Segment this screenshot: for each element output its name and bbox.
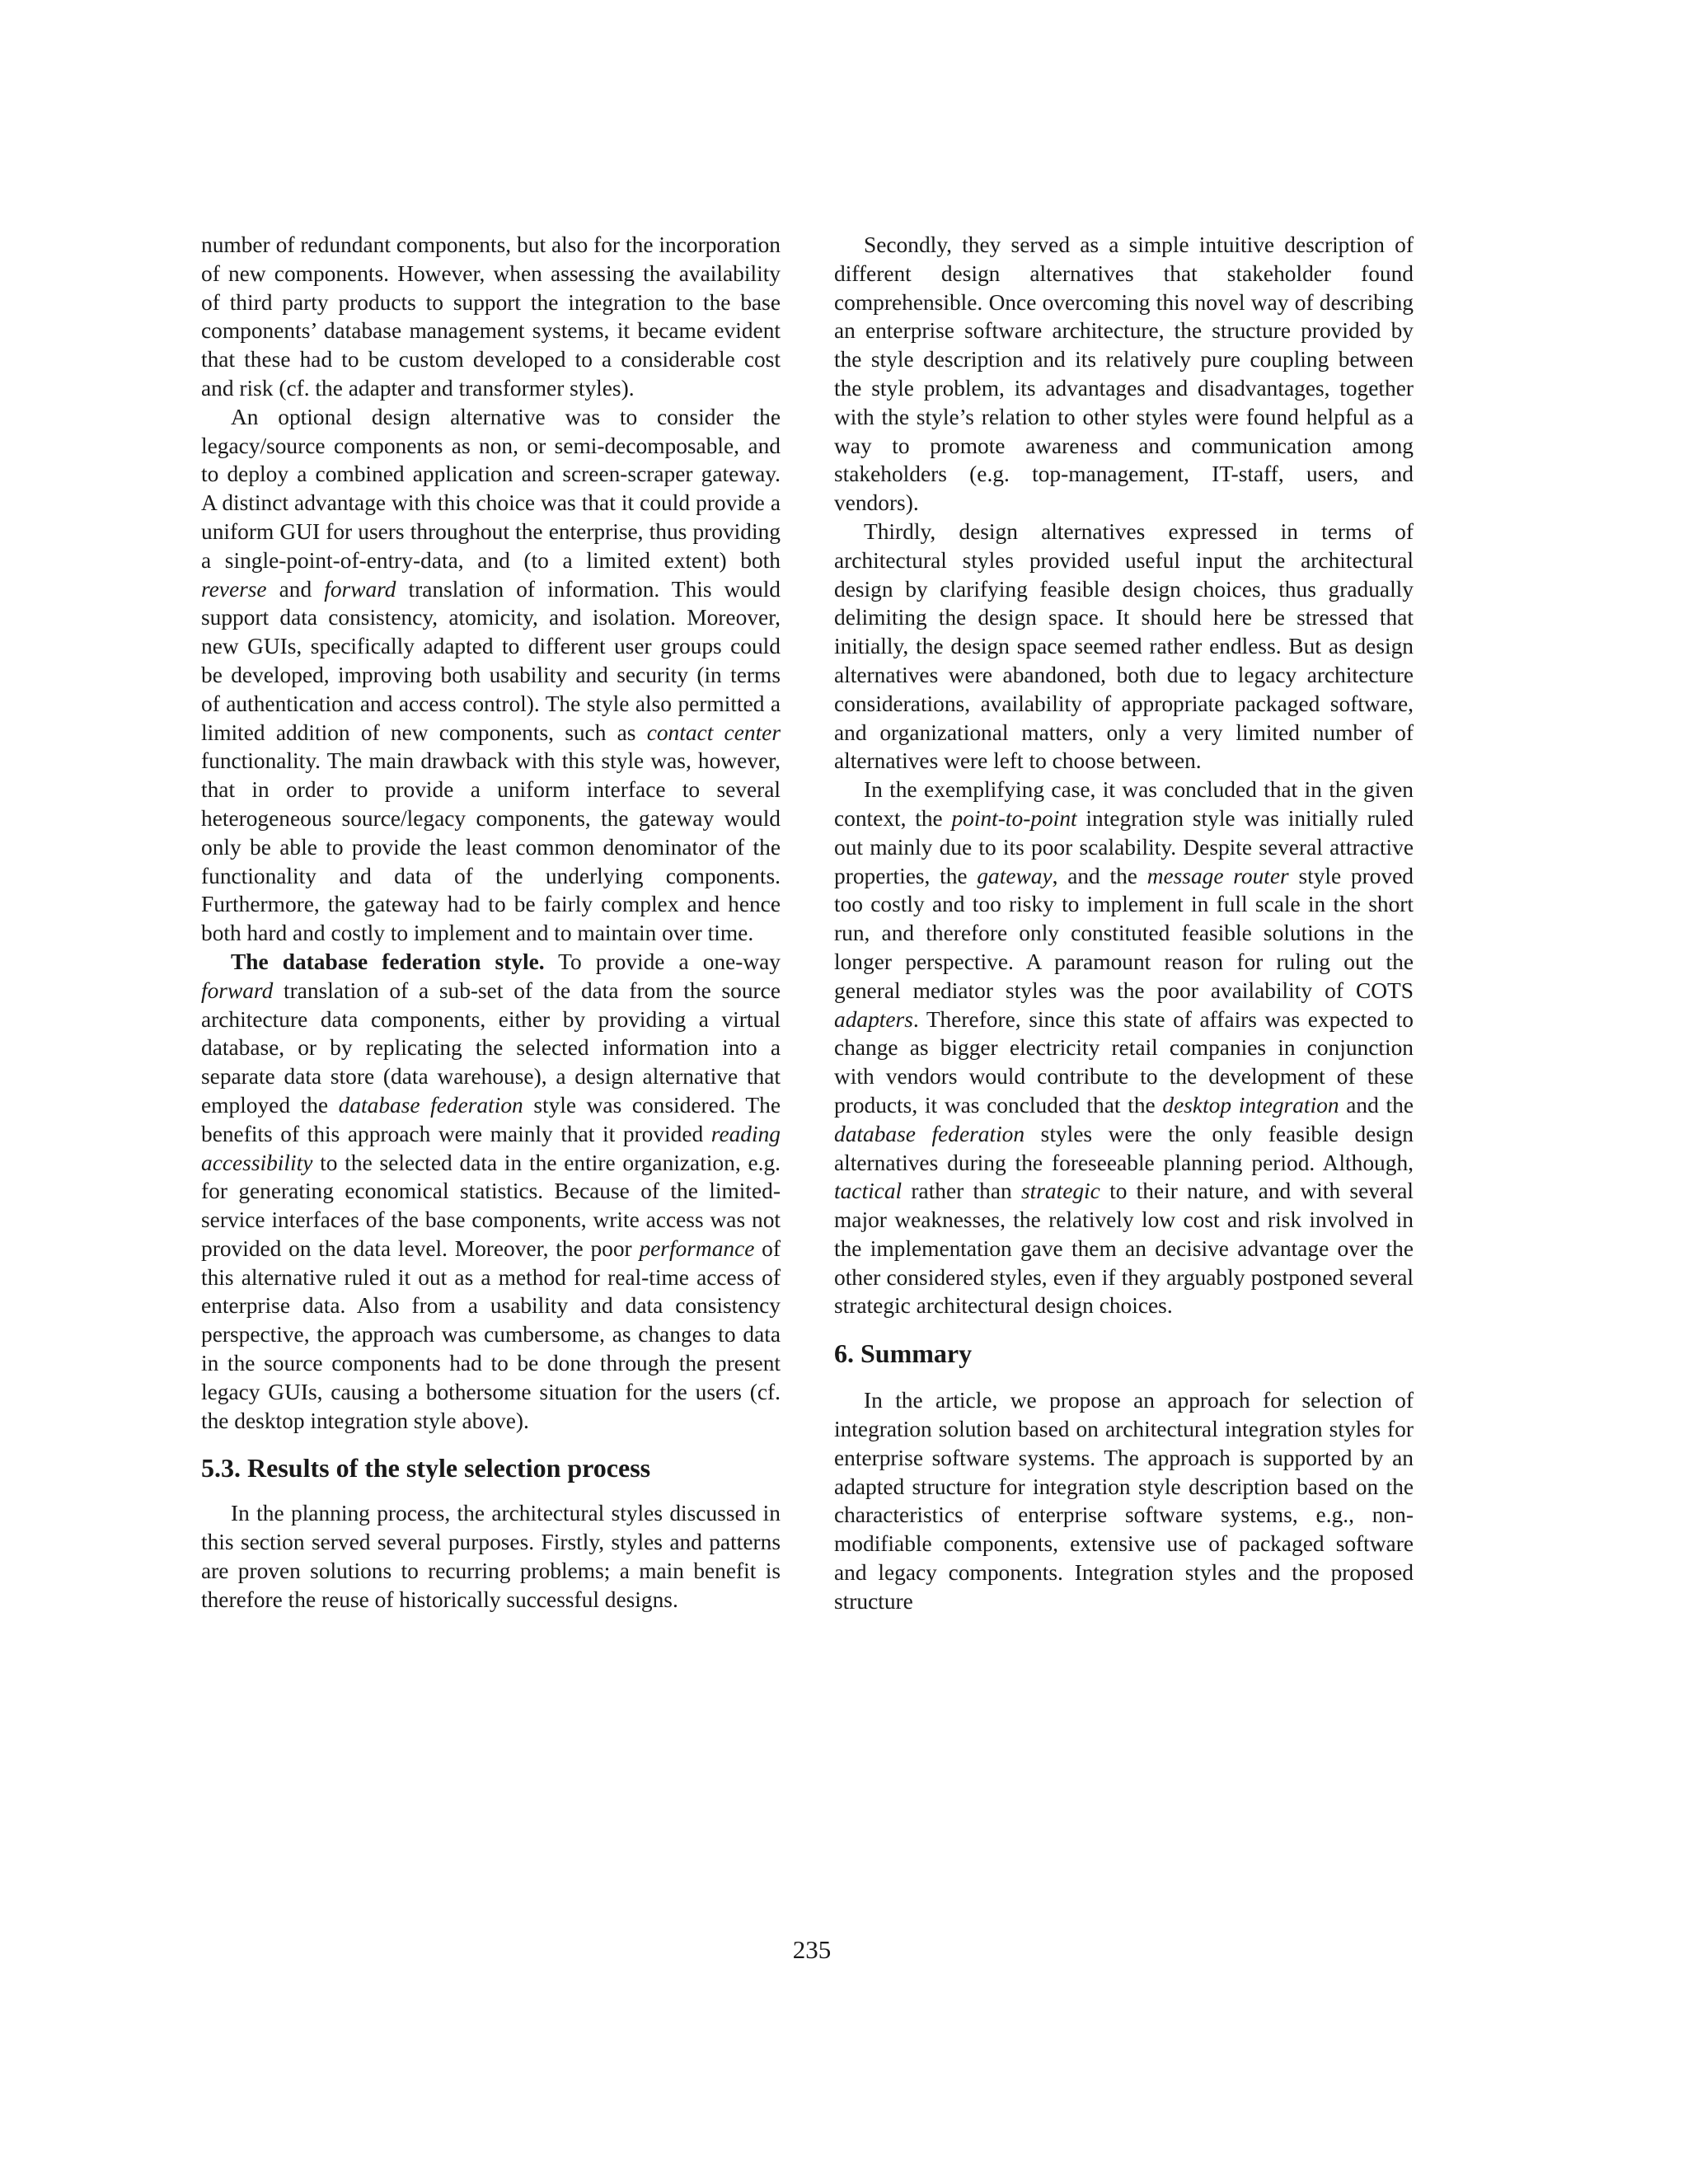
paragraph: An optional design alternative was to consider the legacy/source components as non, or semi-decomposable, and to deploy a combined application and screen-scraper gateway. A distinct advantage with this choice was that it could provide a uniform GUI for users throughout the enterprise, thus providing a single-point-of-entry-data, and (to a limited extent) both reverse and forward translation of information. This would support data consistency, atomicity, and isolation. Moreover, new GUIs, specifically adapted to different user groups could be developed, improving both usability and security (in terms of authentication and access control). The style also permitted a limited addition of new components, such as contact center functionality. The main drawback with this style was, however, that in order to provide a uniform interface to several heterogeneous source/legacy components, the gateway would only be able to provide the least common denominator of the functionality and data of the underlying components. Furthermore, the gateway had to be fairly complex and hence both hard and costly to implement and to maintain over time.: [201, 404, 781, 946]
paragraph: Secondly, they served as a simple intuitive description of different design alternatives that stakeholder found comprehensible. Once overcoming this novel way of describing an enterprise software architecture, the structure provided by the style description and its relatively pure coupling between the style problem, its advantages and disadvantages, together with the style’s relation to other styles were found helpful as a way to promote awareness and communication among stakeholders (e.g. top-management, IT-staff, users, and vendors).: [834, 232, 1414, 516]
page-number: 235: [792, 1935, 832, 1964]
paragraph: number of redundant components, but also for the incorporation of new components. However, when assessing the availability of third party products to support the integration to the base components’ database management systems, it became evident that these had to be custom developed to a considerable cost and risk (cf. the adapter and transformer styles).: [201, 232, 781, 401]
paragraph: In the exemplifying case, it was concluded that in the given context, the point-to-point integration style was initially ruled out mainly due to its poor scalability. Despite several attractive properties, the gateway, and the message router style proved too costly and too risky to implement in full scale in the short run, and therefore only constituted feasible solutions in the longer perspective. A paramount reason for ruling out the general mediator styles was the poor availability of COTS adapters. Therefore, since this state of affairs was expected to change as bigger electricity retail companies in conjunction with vendors would contribute to the development of these products, it was concluded that the desktop integration and the database federation styles were the only feasible design alternatives during the foreseeable planning period. Although, tactical rather than strategic to their nature, and with several major weaknesses, the relatively low cost and risk involved in the implementation gave them an decisive advantage over the other considered styles, even if they arguably postponed several strategic architectural design choices.: [834, 777, 1414, 1319]
paragraph: In the article, we propose an approach for selection of integration solution based on architectural integration styles for enterprise software systems. The approach is supported by an adapted structure for integration style description based on the characteristics of enterprise software systems, e.g., non-modifiable components, extensive use of packaged software and legacy components. Integration styles and the proposed structure: [834, 1388, 1414, 1614]
paragraph: The database federation style. To provide a one-way forward translation of a sub-set of the data from the source architecture data components, either by providing a virtual database, or by replicating the selected information into a separate data store (data warehouse), a design alternative that employed the database federation style was considered. The benefits of this approach were mainly that it provided reading accessibility to the selected data in the entire organization, e.g. for generating economical statistics. Because of the limited-service interfaces of the base components, write access was not provided on the data level. Moreover, the poor performance of this alternative ruled it out as a method for real-time access of enterprise data. Also from a usability and data consistency perspective, the approach was cumbersome, as changes to data in the source components had to be done through the present legacy GUIs, causing a bothersome situation for the users (cf. the desktop integration style above).: [201, 949, 781, 1433]
section-heading: 6. Summary: [834, 1338, 973, 1369]
right-column: [834, 231, 1414, 1616]
run-in-heading: The database federation style.: [231, 949, 545, 974]
section-heading: 5.3. Results of the style selection process: [201, 1453, 651, 1483]
paragraph: In the planning process, the architectural styles discussed in this section served several purposes. Firstly, styles and patterns are proven solutions to recurring problems; a main benefit is therefore the reuse of historically successful designs.: [201, 1501, 781, 1612]
paragraph: Thirdly, design alternatives expressed in terms of architectural styles provided useful input the architectural design by clarifying feasible design choices, thus gradually delimiting the design space. It should here be stressed that initially, the design space seemed rather endless. But as design alternatives were abandoned, both due to legacy architecture considerations, availability of appropriate packaged software, and organizational matters, only a very limited number of alternatives were left to choose between.: [834, 518, 1414, 774]
left-column: [201, 231, 781, 1615]
